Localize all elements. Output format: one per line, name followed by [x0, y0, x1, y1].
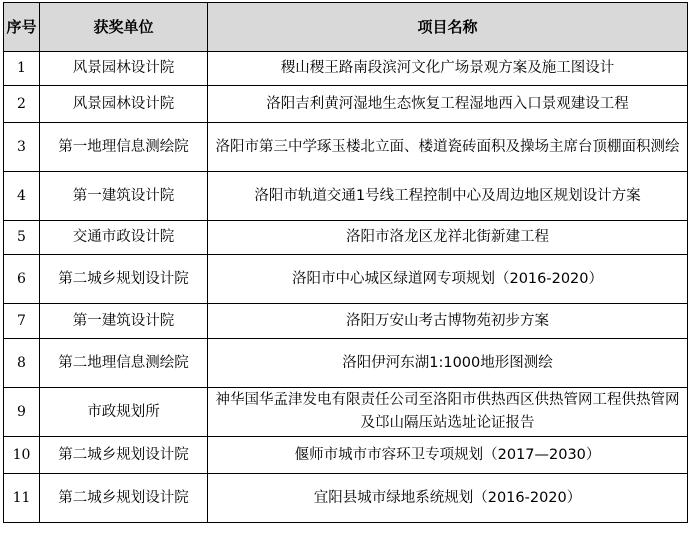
cell-unit: 风景园林设计院 [40, 52, 208, 86]
table-row [4, 474, 688, 523]
cell-index: 8 [4, 339, 40, 388]
header-row [4, 3, 688, 52]
cell-project: 洛阳市中心城区绿道网专项规划（2016-2020） [208, 255, 688, 304]
table-row [4, 304, 688, 339]
table-row [4, 437, 688, 474]
cell-project: 洛阳市第三中学琢玉楼北立面、楼道瓷砖面积及操场主席台顶棚面积测绘 [208, 123, 688, 172]
cell-project: 洛阳伊河东湖1:1000地形图测绘 [208, 339, 688, 388]
table-row [4, 221, 688, 255]
cell-project: 偃师市城市市容环卫专项规划（2017—2030） [208, 437, 688, 474]
cell-unit: 风景园林设计院 [40, 86, 208, 123]
cell-unit: 第二城乡规划设计院 [40, 437, 208, 474]
cell-index: 4 [4, 172, 40, 221]
table-row [4, 388, 688, 437]
table-row [4, 123, 688, 172]
table-row [4, 52, 688, 86]
table-row [4, 172, 688, 221]
table-row [4, 339, 688, 388]
cell-project: 稷山稷王路南段滨河文化广场景观方案及施工图设计 [208, 52, 688, 86]
cell-index: 3 [4, 123, 40, 172]
cell-unit: 第一地理信息测绘院 [40, 123, 208, 172]
cell-project: 洛阳万安山考古博物苑初步方案 [208, 304, 688, 339]
header-unit: 获奖单位 [40, 3, 208, 52]
cell-index: 11 [4, 474, 40, 523]
cell-project: 宜阳县城市绿地系统规划（2016-2020） [208, 474, 688, 523]
cell-index: 5 [4, 221, 40, 255]
cell-index: 6 [4, 255, 40, 304]
table-body [4, 52, 688, 523]
cell-project: 神华国华孟津发电有限责任公司至洛阳市供热西区供热管网工程供热管网及邙山隔压站选址论证报告 [208, 388, 688, 437]
cell-unit: 交通市政设计院 [40, 221, 208, 255]
cell-unit: 第二城乡规划设计院 [40, 255, 208, 304]
cell-index: 1 [4, 52, 40, 86]
cell-index: 9 [4, 388, 40, 437]
cell-index: 10 [4, 437, 40, 474]
header-project: 项目名称 [208, 3, 688, 52]
cell-unit: 第二地理信息测绘院 [40, 339, 208, 388]
cell-unit: 第二城乡规划设计院 [40, 474, 208, 523]
cell-index: 2 [4, 86, 40, 123]
cell-project: 洛阳市洛龙区龙祥北街新建工程 [208, 221, 688, 255]
cell-unit: 市政规划所 [40, 388, 208, 437]
cell-project: 洛阳市轨道交通1号线工程控制中心及周边地区规划设计方案 [208, 172, 688, 221]
award-table [3, 2, 688, 523]
cell-unit: 第一建筑设计院 [40, 304, 208, 339]
table-row [4, 255, 688, 304]
cell-index: 7 [4, 304, 40, 339]
header-index: 序号 [4, 3, 40, 52]
table-row [4, 86, 688, 123]
cell-project: 洛阳吉利黄河湿地生态恢复工程湿地西入口景观建设工程 [208, 86, 688, 123]
cell-unit: 第一建筑设计院 [40, 172, 208, 221]
